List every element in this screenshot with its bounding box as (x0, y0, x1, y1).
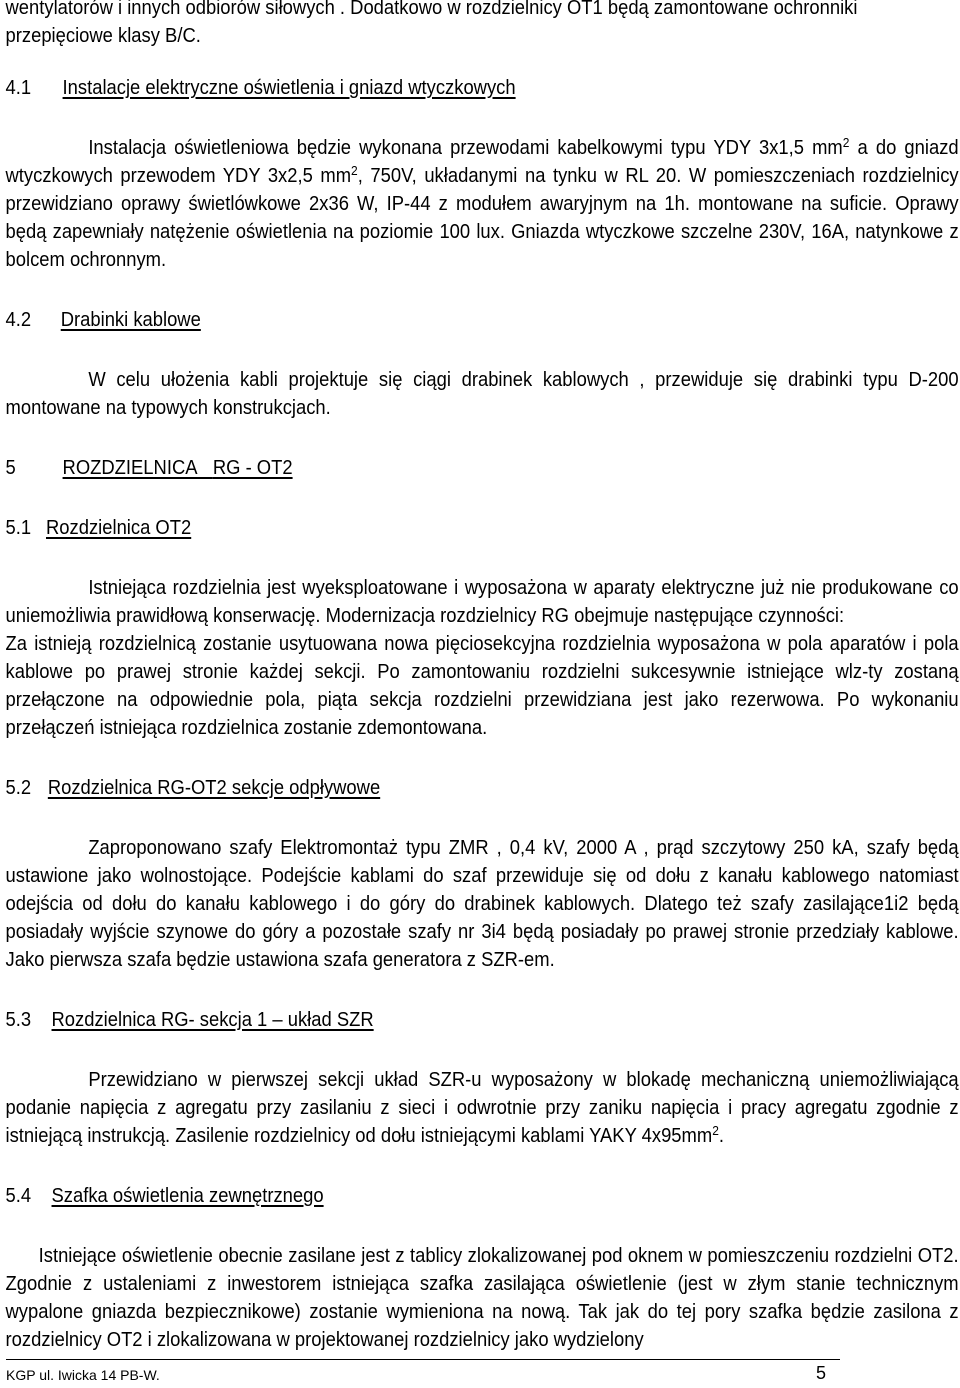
spacer (6, 334, 959, 366)
text-run: a do gniazd wtyczkowych przewodem YDY 3x2,5 mm (5, 137, 959, 187)
heading-5-3 (6, 1006, 959, 1034)
heading-5-4 (6, 1182, 959, 1210)
heading-number: 5.3 (5, 1009, 32, 1031)
heading-number: 5.4 (5, 1185, 32, 1207)
heading-4-2 (6, 306, 959, 334)
spacer (6, 742, 959, 774)
spacer (6, 1150, 959, 1182)
spacer (6, 50, 959, 74)
page-content (6, 0, 959, 1354)
footer-text: KGP ul. Iwicka 14 PB-W. (6, 1367, 160, 1383)
heading-title: Rozdzielnica RG-OT2 sekcje odpływowe (47, 777, 381, 799)
heading-5-2 (6, 774, 959, 802)
spacer (6, 102, 959, 134)
heading-title: Szafka oświetlenia zewnętrznego (51, 1185, 324, 1207)
heading-title: Rozdzielnica RG- sekcja 1 – układ SZR (51, 1009, 374, 1031)
heading-title: Drabinki kablowe (60, 309, 201, 331)
heading-title: Instalacje elektryczne oświetlenia i gniazd wtyczkowych (62, 77, 516, 99)
spacer (6, 802, 959, 834)
heading-number: 5.1 (5, 517, 32, 539)
heading-number: 4.2 (5, 309, 32, 331)
superscript: 2 (842, 135, 850, 150)
paragraph-5-3 (6, 1066, 959, 1150)
paragraph-5-2: Zaproponowano szafy Elektromontaż typu ZMR , 0,4 kV, 2000 A , prąd szczytowy 250 kA, szafy będą ustawione jako wolnostojące. Podejście kablami do szaf przewiduje się od dołu z kanału kablowego natomiast odejścia od dołu do kanału kablowego i do góry do drabinek kablowych. Dlatego też szafy zasilające1i2 będą posiadały wyjście szynowe do góry a pozostałe szafy nr 3i4 będą posiadały po prawej stronie przedziały kablowe. Jako pierwsza szafa będzie ustawiona szafa generatora z SZR-em. (5, 837, 959, 971)
page-footer (6, 1359, 840, 1383)
intro-line-2: przepięciowe klasy B/C. (5, 25, 201, 47)
paragraph-5-1-a: Istniejąca rozdzielnia jest wyeksploatowane i wyposażona w aparaty elektryczne już nie produkowane co uniemożliwia prawidłową konserwację. Modernizacja rozdzielnicy RG obejmuje następujące czynności: (5, 577, 959, 627)
superscript: 2 (712, 1123, 719, 1138)
spacer (6, 974, 959, 1006)
paragraph-5-1-b: Za istnieją rozdzielnicą zostanie usytuowana nowa pięciosekcyjna rozdzielnia wyposażona w pola aparatów i pola kablowe po prawej stronie każdej sekcji. Po zamontowaniu rozdzielni sukcesywnie istniejące wlz-ty zostaną przełączone na odpowiednie pola, piąta sekcja rozdzielni przewidziana jest jako rezerwowa. Po wykonaniu przełączeń istniejąca rozdzielnica zostanie zdemontowana. (5, 633, 959, 739)
spacer (6, 482, 959, 514)
heading-number: 5.2 (5, 777, 32, 799)
spacer (6, 1210, 959, 1242)
heading-title: ROZDZIELNICA (62, 457, 198, 479)
heading-number: 4.1 (5, 77, 32, 99)
paragraph-4-2: W celu ułożenia kabli projektuje się ciągi drabinek kablowych , przewiduje się drabinki typu D-200 montowane na typowych konstrukcjach. (5, 369, 959, 419)
text-run: Instalacja oświetleniowa będzie wykonana przewodami kabelkowymi typu YDY 3x1,5 mm (88, 137, 843, 159)
spacer (6, 422, 959, 454)
spacer (6, 542, 959, 574)
page-number: 5 (816, 1363, 827, 1383)
heading-4-1 (6, 74, 959, 102)
text-run: , 750V, układanymi na tynku w RL 20. W pomieszczeniach rozdzielnicy przewidziano oprawy świetlówkowe 2x36 W, IP-44 z modułem awaryjnym na 1h. montowane na suficie. Oprawy będą zapewniały natężenie oświetlenia na poziomie 100 lux. Gniazda wtyczkowe szczelne 230V, 16A, natynkowe z bolcem ochronnym. (5, 165, 959, 271)
heading-title-suffix: RG - OT2 (212, 457, 293, 479)
spacer (6, 1034, 959, 1066)
intro-line-1: wentylatorów i innych odbiorów siłowych . Dodatkowo w rozdzielnicy OT1 będą zamontowane ochronniki (5, 0, 858, 19)
paragraph-5-4: Istniejące oświetlenie obecnie zasilane jest z tablicy zlokalizowanej pod oknem w pomieszczeniu rozdzielni OT2. Zgodnie z ustaleniami z inwestorem istniejąca szafka zasilająca oświetlenie (jest w złym stanie technicznym wypalone gniazda bezpiecznikowe) zostanie wymieniona na nową. Tak jak do tej pory szafka będzie zasilona z rozdzielnicy OT2 i zlokalizowana w projektowanej rozdzielnicy jako wydzielony (5, 1245, 959, 1351)
heading-5 (6, 454, 959, 482)
paragraph-4-1 (6, 134, 959, 274)
text-run: Przewidziano w pierwszej sekcji układ SZR-u wyposażony w blokadę mechaniczną uniemożliwiającą podanie napięcia z agregatu przy zasilaniu z sieci i odwrotnie przy zaniku napięcia i pracy agregatu zgodnie z istniejącą instrukcją. Zasilenie rozdzielnicy od dołu istniejącymi kablami YAKY 4x95mm (5, 1069, 959, 1147)
spacer (6, 274, 959, 306)
heading-5-1 (6, 514, 959, 542)
heading-gap (198, 457, 213, 479)
text-run: . (718, 1125, 724, 1147)
superscript: 2 (351, 163, 358, 178)
heading-number: 5 (5, 457, 16, 479)
heading-title: Rozdzielnica OT2 (46, 517, 192, 539)
